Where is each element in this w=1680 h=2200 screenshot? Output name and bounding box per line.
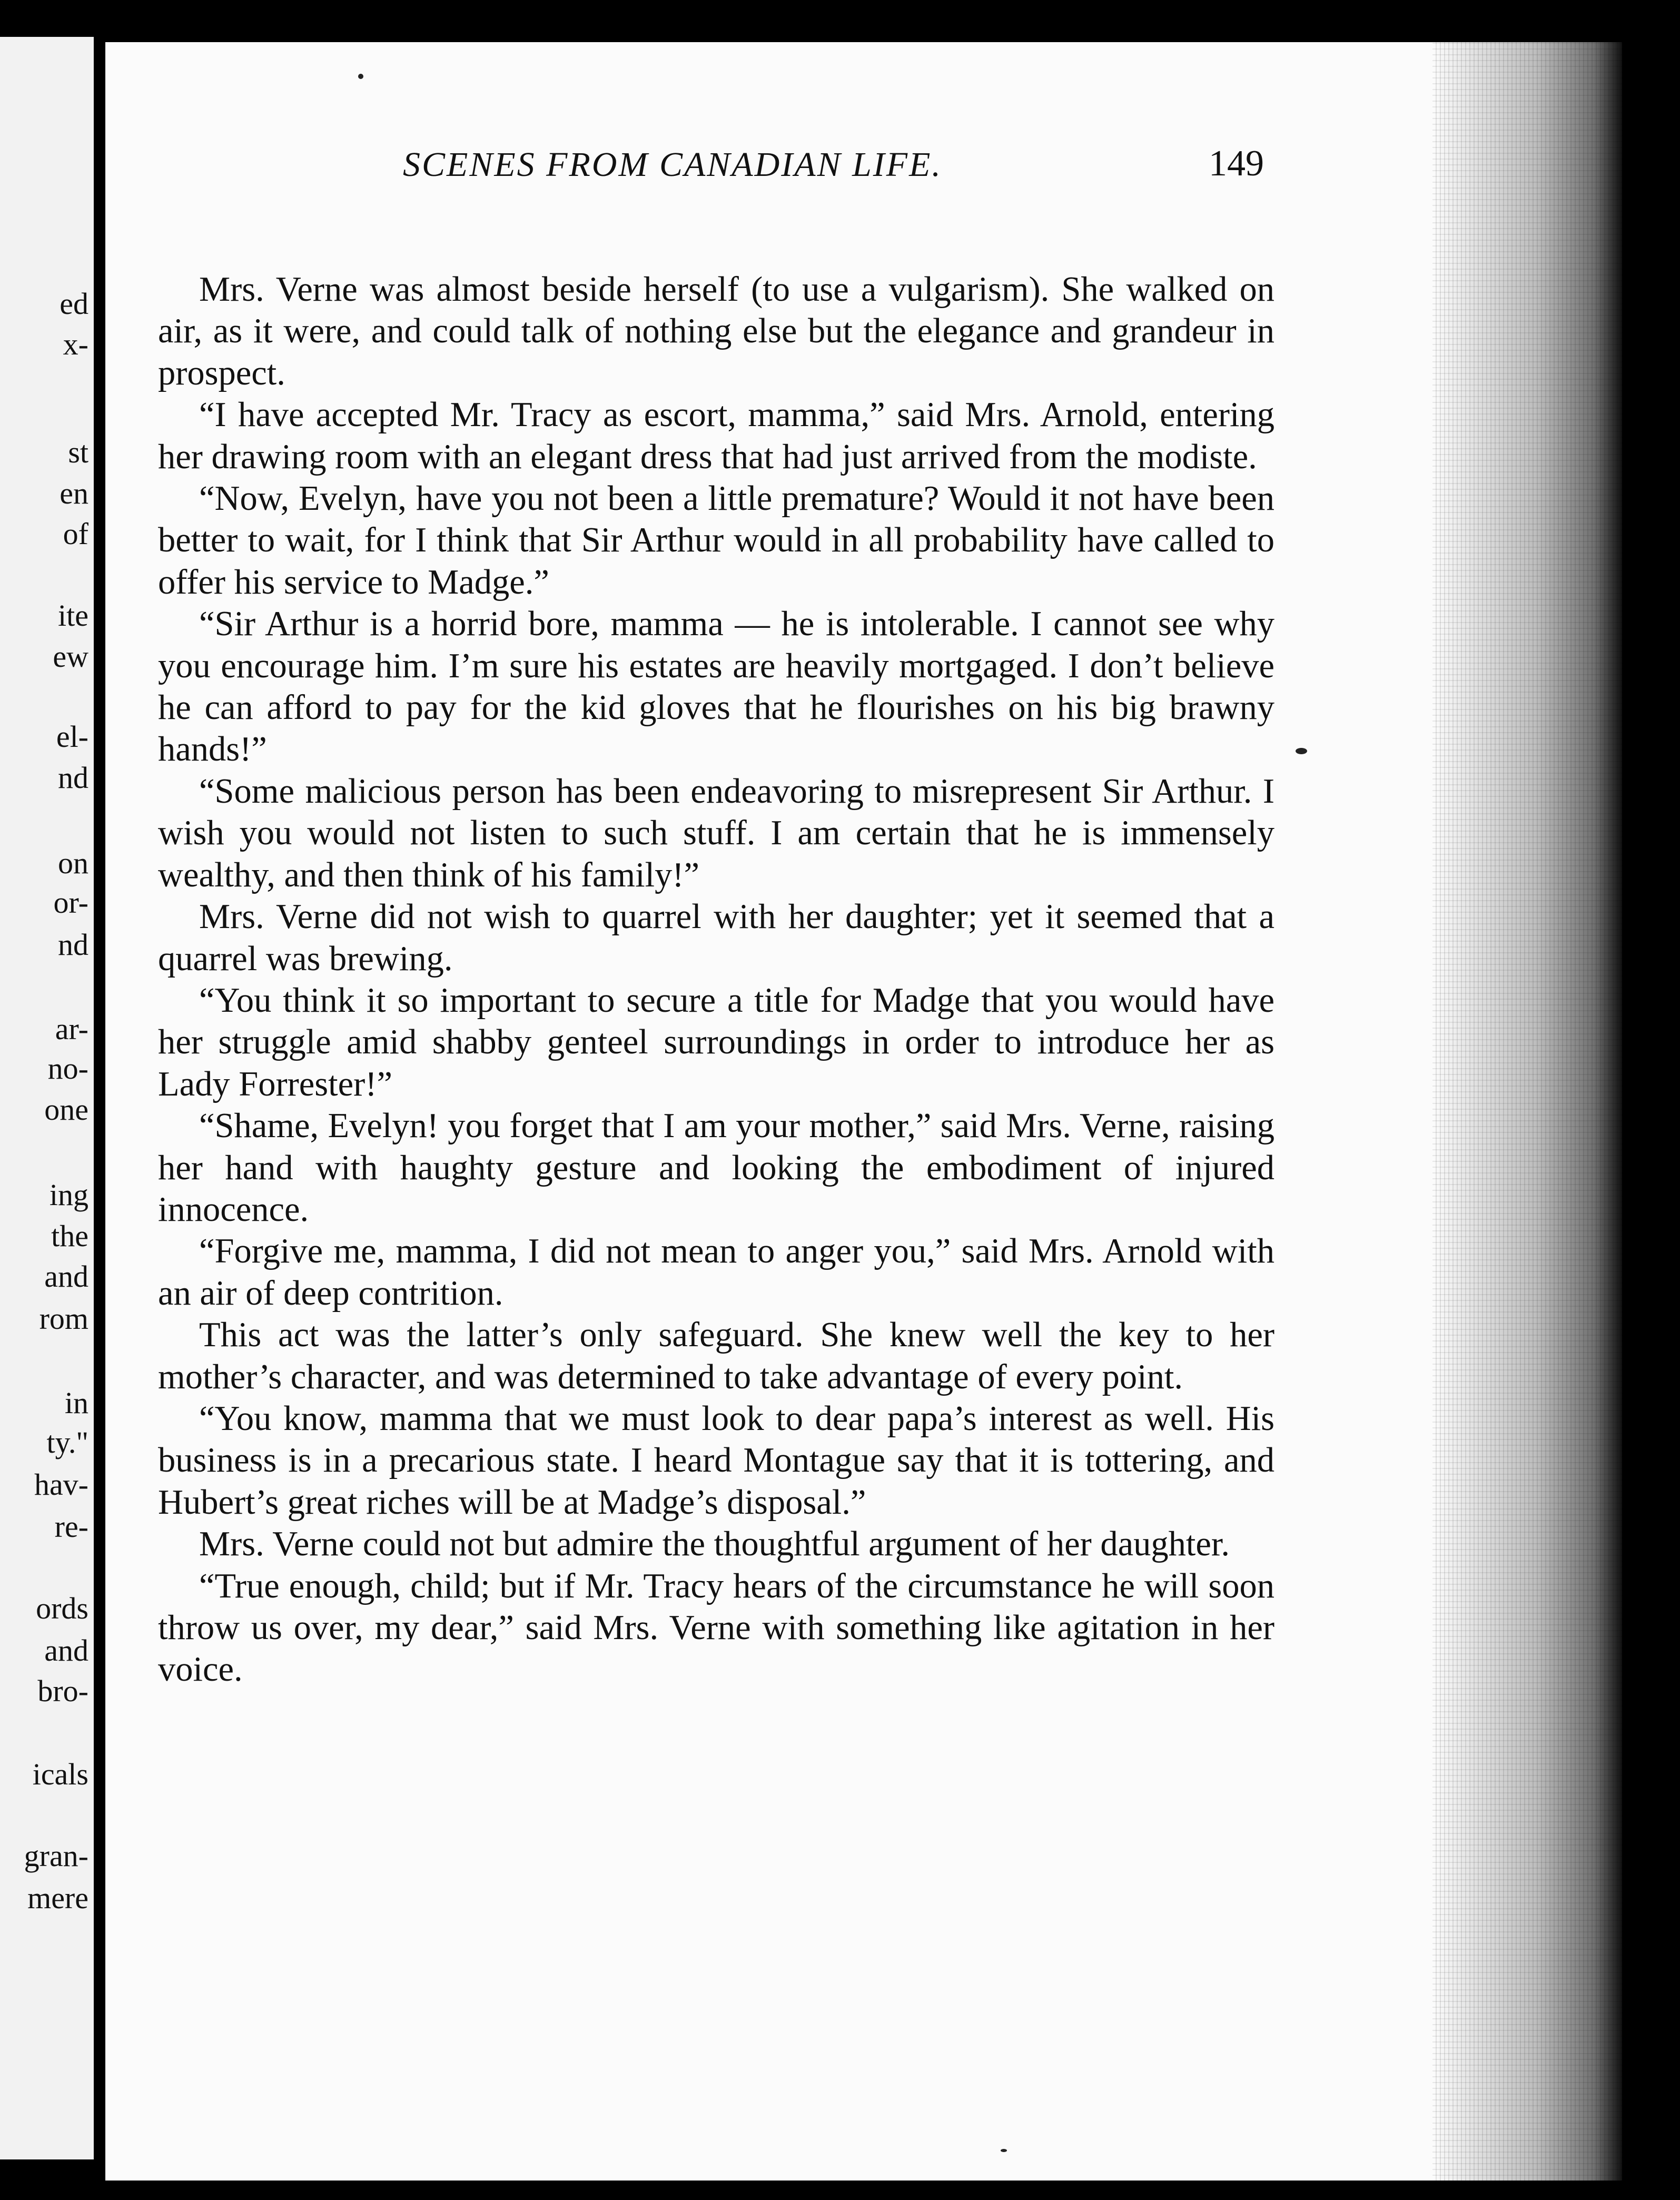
facing-page-fragment: one [44,1092,88,1127]
facing-page-edge [0,37,94,2159]
facing-page-fragment: on [58,846,88,880]
paragraph: “Some malicious person has been endeavoring to misrepresent Sir Arthur. I wish you would not listen to such stuff. I am certain that he is immensely wealthy, and then think of his family!” [158,772,1274,894]
facing-page-fragment: nd [58,928,88,962]
paragraph: Mrs. Verne could not but admire the thoughtful argument of her daughter. [199,1525,1230,1564]
running-head: SCENES FROM CANADIAN LIFE. [403,145,942,184]
paragraph: This act was the latter’s only safeguard. She knew well the key to her mother’s character, and was determined to take advantage of every point. [158,1316,1274,1396]
scan-speck [1001,2149,1007,2152]
page-number: 149 [1209,143,1264,184]
facing-page-fragment: gran- [24,1839,88,1873]
facing-page-fragment: and [44,1633,88,1668]
facing-page-fragment: the [51,1219,88,1253]
facing-page-fragment: icals [32,1757,88,1791]
scan-speck [1296,748,1307,754]
scan-gutter-shadow [1432,42,1622,2181]
facing-page-fragment: and [44,1259,88,1294]
facing-page-fragment: en [60,476,88,510]
paragraph: “True enough, child; but if Mr. Tracy hears of the circumstance he will soon throw us over, my dear,” said Mrs. Verne with something like agitation in her voice. [158,1566,1274,1689]
facing-page-fragment: mere [27,1881,88,1915]
facing-page-fragment: ed [60,287,88,321]
facing-page-fragment: ar- [55,1012,88,1046]
facing-page-fragment: in [64,1386,88,1420]
facing-page-fragment: ords [36,1591,88,1625]
paragraph: “You think it so important to secure a title for Madge that you would have her struggle amid shabby genteel surroundings in order to introduce her as Lady Forrester!” [158,981,1274,1103]
paragraph: “I have accepted Mr. Tracy as escort, mamma,” said Mrs. Arnold, entering her drawing room with an elegant dress that had just arrived from the modiste. [158,396,1274,476]
paragraph: “Shame, Evelyn! you forget that I am your mother,” said Mrs. Verne, raising her hand with haughty gesture and looking the embodiment of injured innocence. [158,1107,1274,1229]
facing-page-fragment: x- [63,327,88,361]
facing-page-fragment: nd [58,761,88,795]
page-header [295,145,1264,203]
paragraph: “Forgive me, mamma, I did not mean to anger you,” said Mrs. Arnold with an air of deep contrition. [158,1232,1274,1313]
paragraph: “Sir Arthur is a horrid bore, mamma — he is intolerable. I cannot see why you encourage him. I’m sure his estates are heavily mortgaged. I don’t believe he can afford to pay for the kid gloves that he flourishes on his big brawny hands!” [158,605,1274,769]
facing-page-fragment: ew [53,639,88,674]
page-body [158,269,1274,1691]
facing-page-fragment: no- [47,1051,88,1086]
paragraph: “You know, mamma that we must look to dear papa’s interest as well. His business is in a precarious state. I heard Montague say that it is tottering, and Hubert’s great riches will be at Madge’s disposal.” [158,1399,1274,1522]
paragraph: “Now, Evelyn, have you not been a little premature? Would it not have been better to wait, for I think that Sir Arthur would in all probability have called to offer his service to Madge.” [158,479,1274,601]
scan-speck [358,74,363,79]
facing-page-fragment: re- [54,1510,88,1544]
paragraph: Mrs. Verne was almost beside herself (to use a vulgarism). She walked on air, as it were, and could talk of nothing else but the elegance and grandeur in prospect. [158,270,1274,392]
facing-page-fragment: st [68,435,88,469]
facing-page-fragment: el- [56,719,88,754]
paragraph: Mrs. Verne did not wish to quarrel with her daughter; yet it seemed that a quarrel was brewing. [158,897,1274,978]
facing-page-fragment: rom [39,1301,88,1336]
facing-page-fragment: ing [49,1178,88,1212]
facing-page-fragment: ty." [46,1425,88,1459]
facing-page-fragment: or- [53,885,88,920]
facing-page-fragment: hav- [34,1467,88,1502]
facing-page-fragment: of [63,517,88,551]
facing-page-fragment: bro- [37,1674,88,1708]
facing-page-fragment: ite [58,598,88,633]
